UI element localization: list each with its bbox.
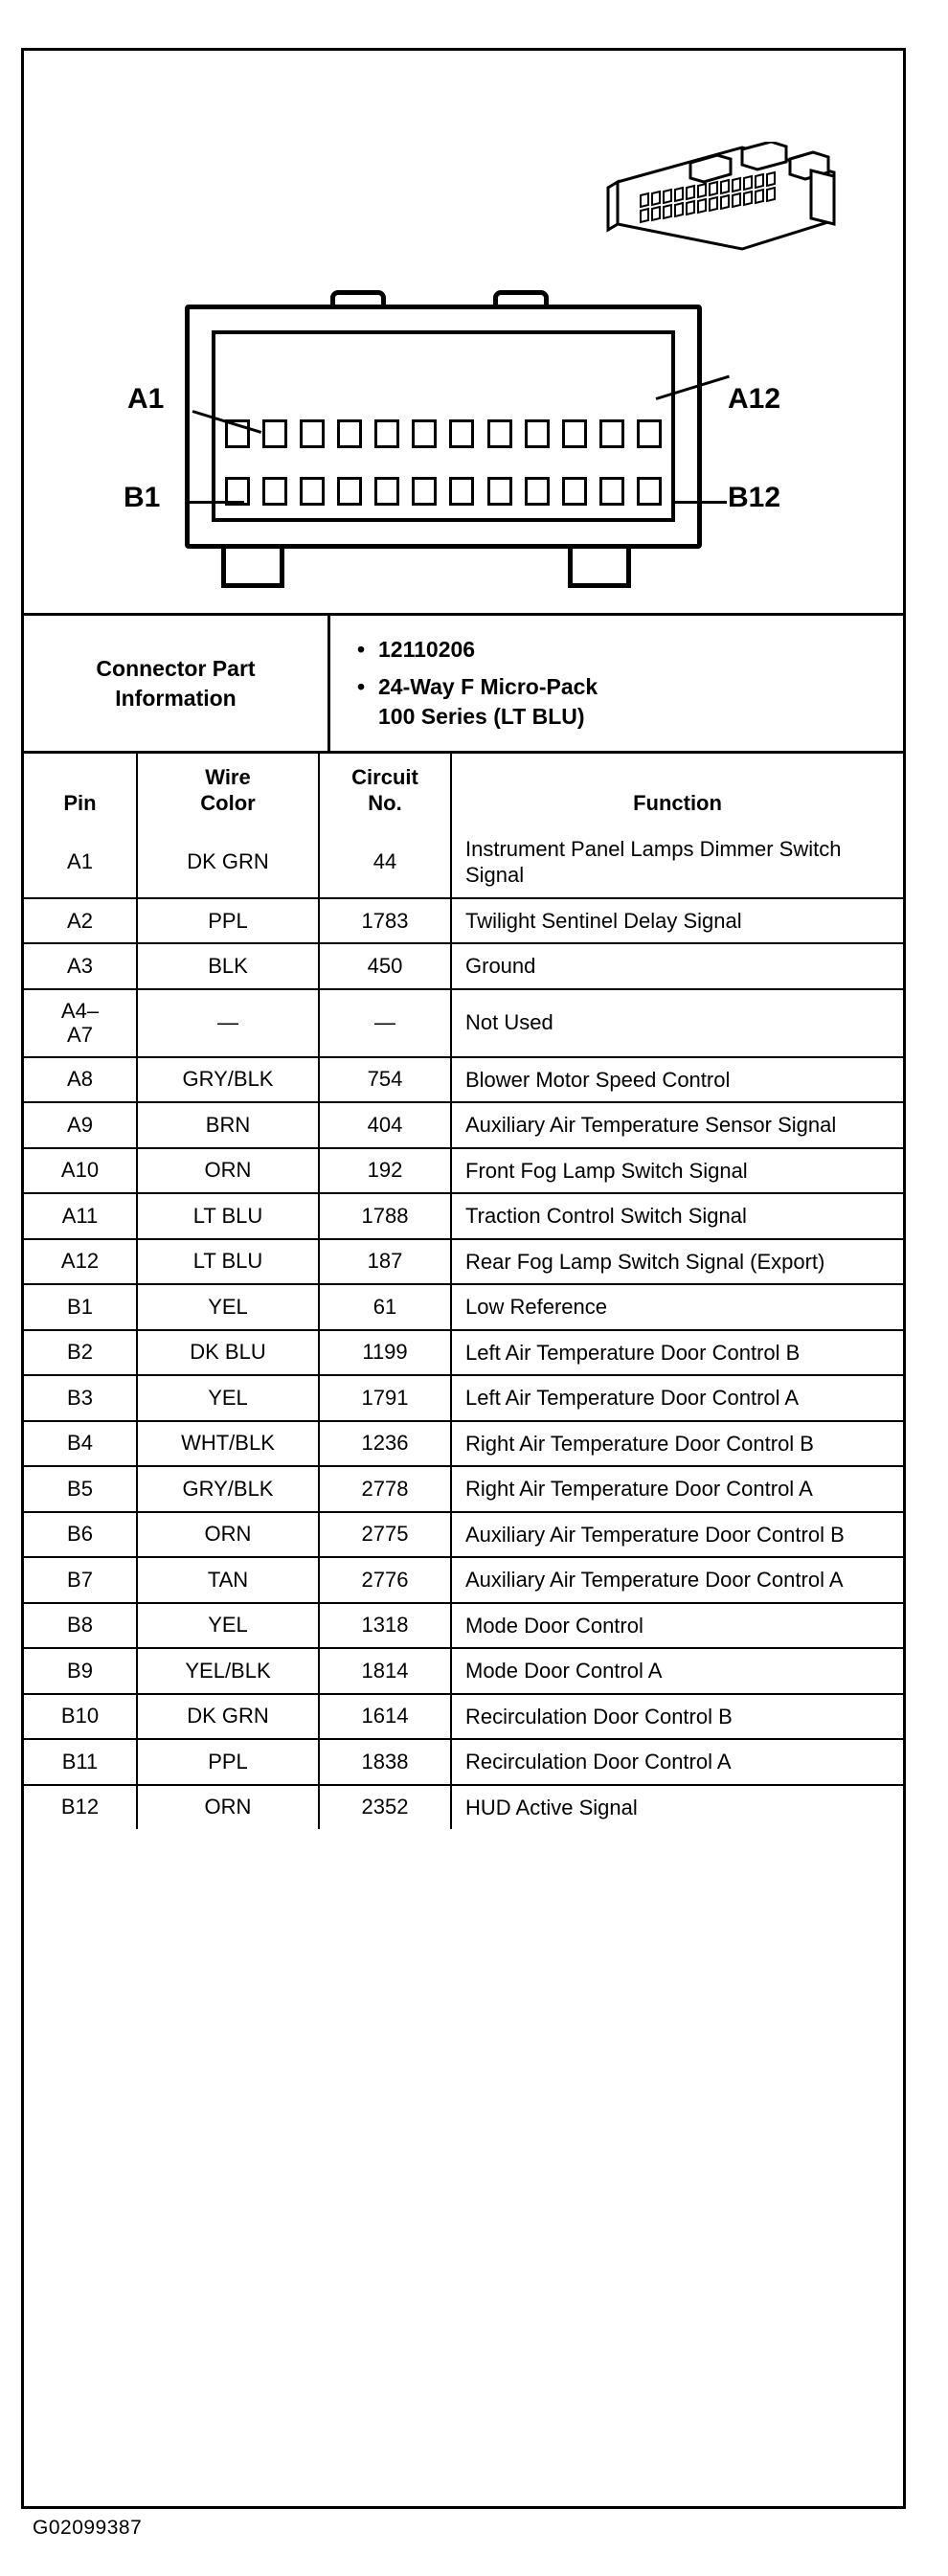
table-row	[24, 943, 903, 989]
table-row	[24, 1148, 903, 1194]
cell-circuit-no: 2352	[319, 1785, 451, 1830]
header-circuit-line2: No.	[368, 790, 402, 815]
pin-cavity	[637, 419, 662, 448]
cell-circuit-no: 450	[319, 943, 451, 989]
cell-circuit-no: 1614	[319, 1694, 451, 1740]
pin-row-a	[225, 419, 662, 448]
cell-circuit-no: 44	[319, 827, 451, 898]
header-pin: Pin	[24, 754, 137, 827]
cell-wire-color: GRY/BLK	[137, 1466, 319, 1512]
figure-id: G02099387	[33, 2517, 143, 2539]
cell-wire-color: BLK	[137, 943, 319, 989]
cell-pin: B10	[24, 1694, 137, 1740]
cell-function: Mode Door Control	[451, 1603, 903, 1649]
cell-circuit-no: 2775	[319, 1512, 451, 1558]
pin-cavity	[449, 419, 474, 448]
pin-cavity	[599, 419, 624, 448]
table-row	[24, 1057, 903, 1103]
pin-cavity	[262, 477, 287, 506]
cell-function: Twilight Sentinel Delay Signal	[451, 898, 903, 944]
pin-cavity	[337, 477, 362, 506]
table-row	[24, 1239, 903, 1285]
table-row	[24, 989, 903, 1057]
table-row	[24, 1739, 903, 1785]
pin-cavity	[525, 419, 550, 448]
cell-circuit-no: 1788	[319, 1193, 451, 1239]
cell-circuit-no: 1318	[319, 1603, 451, 1649]
cell-function: Instrument Panel Lamps Dimmer Switch Signal	[451, 827, 903, 898]
cell-circuit-no: 2776	[319, 1557, 451, 1603]
cell-wire-color: YEL	[137, 1603, 319, 1649]
cell-circuit-no: 2778	[319, 1466, 451, 1512]
cell-function: Ground	[451, 943, 903, 989]
cell-pin: A3	[24, 943, 137, 989]
cell-wire-color: LT BLU	[137, 1193, 319, 1239]
cell-circuit-no: 1838	[319, 1739, 451, 1785]
cell-function: Auxiliary Air Temperature Door Control A	[451, 1557, 903, 1603]
connector-part-information	[24, 616, 903, 754]
table-header-row	[24, 754, 903, 827]
pin-cavity	[525, 477, 550, 506]
part-info-title-cell	[24, 616, 330, 751]
cell-function: Left Air Temperature Door Control A	[451, 1375, 903, 1421]
cell-pin: A1	[24, 827, 137, 898]
pin-cavity	[449, 477, 474, 506]
table-body	[24, 827, 903, 1829]
cell-circuit-no: 187	[319, 1239, 451, 1285]
cell-pin: B1	[24, 1284, 137, 1330]
cell-wire-color: YEL	[137, 1284, 319, 1330]
table-row	[24, 1193, 903, 1239]
cell-pin: B4	[24, 1421, 137, 1467]
cell-function: Recirculation Door Control B	[451, 1694, 903, 1740]
pin-cavity	[300, 477, 325, 506]
cell-wire-color: YEL/BLK	[137, 1648, 319, 1694]
cell-pin: B9	[24, 1648, 137, 1694]
table-row	[24, 1330, 903, 1376]
pin-cavity	[262, 419, 287, 448]
cell-pin: A11	[24, 1193, 137, 1239]
part-description-line2: 100 Series (LT BLU)	[378, 704, 585, 730]
cell-function: Rear Fog Lamp Switch Signal (Export)	[451, 1239, 903, 1285]
part-info-title-line2: Information	[115, 685, 237, 711]
cell-function: Front Fog Lamp Switch Signal	[451, 1148, 903, 1194]
pin-assignment-table	[24, 754, 903, 1829]
cell-function: HUD Active Signal	[465, 1795, 638, 1819]
bullet-icon: •	[357, 637, 366, 662]
pin-cavity	[374, 419, 399, 448]
diagram-label-a1: A1	[127, 383, 165, 415]
header-wire-color-line2: Color	[200, 790, 256, 815]
pin-cavity	[412, 419, 437, 448]
cell-pin: B6	[24, 1512, 137, 1558]
cell-pin: B8	[24, 1603, 137, 1649]
pin-cavity	[300, 419, 325, 448]
cell-wire-color: ORN	[137, 1512, 319, 1558]
connector-plug-3d-icon	[598, 142, 838, 290]
table-row	[24, 1512, 903, 1558]
cell-wire-color: DK BLU	[137, 1330, 319, 1376]
cell-function: Not Used	[451, 989, 903, 1057]
cell-pin: A9	[24, 1102, 137, 1148]
cell-wire-color: BRN	[137, 1102, 319, 1148]
figure-frame	[21, 48, 906, 2509]
cell-function: Left Air Temperature Door Control B	[451, 1330, 903, 1376]
cell-circuit-no: 1791	[319, 1375, 451, 1421]
table-row	[24, 1284, 903, 1330]
pin-cavity	[487, 419, 512, 448]
pin-cavity	[374, 477, 399, 506]
cell-wire-color: PPL	[137, 898, 319, 944]
part-info-values-cell	[330, 616, 903, 751]
header-function: Function	[633, 790, 722, 815]
diagram-label-a12: A12	[728, 383, 781, 415]
cell-pin: B7	[24, 1557, 137, 1603]
cell-wire-color: TAN	[137, 1557, 319, 1603]
cell-circuit-no: 1236	[319, 1421, 451, 1467]
cell-circuit-no: —	[319, 989, 451, 1057]
table-row	[24, 1557, 903, 1603]
table-row	[24, 898, 903, 944]
cell-pin: A2	[24, 898, 137, 944]
connector-illustration	[24, 51, 903, 616]
cell-pin: B2	[24, 1330, 137, 1376]
cell-pin: A12	[24, 1239, 137, 1285]
cell-pin: A8	[24, 1057, 137, 1103]
cell-function: Mode Door Control A	[451, 1648, 903, 1694]
header-wire-color-line1: Wire	[205, 765, 251, 790]
header-circuit-no	[319, 754, 451, 827]
leader-line-b1	[189, 501, 244, 504]
diagram-label-b1: B1	[124, 482, 161, 513]
bullet-icon: •	[357, 674, 366, 700]
cell-pin: A4– A7	[24, 989, 137, 1057]
cell-circuit-no: 1199	[319, 1330, 451, 1376]
connector-foot-right	[568, 544, 631, 588]
cell-circuit-no: 61	[319, 1284, 451, 1330]
cell-wire-color: PPL	[137, 1739, 319, 1785]
cell-function: Recirculation Door Control A	[451, 1739, 903, 1785]
table-row	[24, 1466, 903, 1512]
connector-foot-left	[221, 544, 284, 588]
part-description-line1: 24-Way F Micro-Pack	[378, 674, 598, 700]
cell-wire-color: ORN	[137, 1148, 319, 1194]
table-row	[24, 827, 903, 898]
cell-circuit-no: 1814	[319, 1648, 451, 1694]
pin-cavity	[562, 419, 587, 448]
cell-wire-color: WHT/BLK	[137, 1421, 319, 1467]
cell-pin: B11	[24, 1739, 137, 1785]
cell-pin: A10	[24, 1148, 137, 1194]
pin-row-b	[225, 477, 662, 506]
table-row	[24, 1102, 903, 1148]
cell-function: Right Air Temperature Door Control B	[451, 1421, 903, 1467]
part-number-value: 12110206	[378, 637, 476, 662]
cell-wire-color: YEL	[137, 1375, 319, 1421]
part-number-row	[357, 635, 890, 665]
pin-cavity	[637, 477, 662, 506]
part-info-title-line1: Connector Part	[96, 655, 256, 681]
cell-function: Right Air Temperature Door Control A	[451, 1466, 903, 1512]
cell-function: Traction Control Switch Signal	[451, 1193, 903, 1239]
cell-circuit-no: 754	[319, 1057, 451, 1103]
connector-pin-grid	[225, 419, 662, 506]
cell-pin: B12	[24, 1785, 137, 1830]
cell-function: Blower Motor Speed Control	[451, 1057, 903, 1103]
diagram-label-b12: B12	[728, 482, 781, 513]
leader-line-b12	[671, 501, 727, 504]
cell-wire-color: DK GRN	[137, 1694, 319, 1740]
pin-cavity	[412, 477, 437, 506]
cell-pin: B3	[24, 1375, 137, 1421]
header-circuit-line1: Circuit	[351, 765, 418, 790]
table-row	[24, 1694, 903, 1740]
cell-wire-color: —	[137, 989, 319, 1057]
cell-wire-color: GRY/BLK	[137, 1057, 319, 1103]
table-row	[24, 1785, 903, 1830]
cell-wire-color: ORN	[137, 1785, 319, 1830]
table-row	[24, 1375, 903, 1421]
table-row	[24, 1603, 903, 1649]
pin-cavity	[599, 477, 624, 506]
table-row	[24, 1421, 903, 1467]
cell-circuit-no: 1783	[319, 898, 451, 944]
cell-function: Low Reference	[451, 1284, 903, 1330]
cell-pin: B5	[24, 1466, 137, 1512]
cell-wire-color: DK GRN	[137, 827, 319, 898]
pin-cavity	[337, 419, 362, 448]
cell-wire-color: LT BLU	[137, 1239, 319, 1285]
pin-cavity	[487, 477, 512, 506]
part-description-row	[357, 672, 890, 732]
cell-function: Auxiliary Air Temperature Door Control B	[451, 1512, 903, 1558]
header-wire-color	[137, 754, 319, 827]
cell-circuit-no: 404	[319, 1102, 451, 1148]
cell-function: Auxiliary Air Temperature Sensor Signal	[451, 1102, 903, 1148]
table-row	[24, 1648, 903, 1694]
cell-circuit-no: 192	[319, 1148, 451, 1194]
pin-cavity	[562, 477, 587, 506]
